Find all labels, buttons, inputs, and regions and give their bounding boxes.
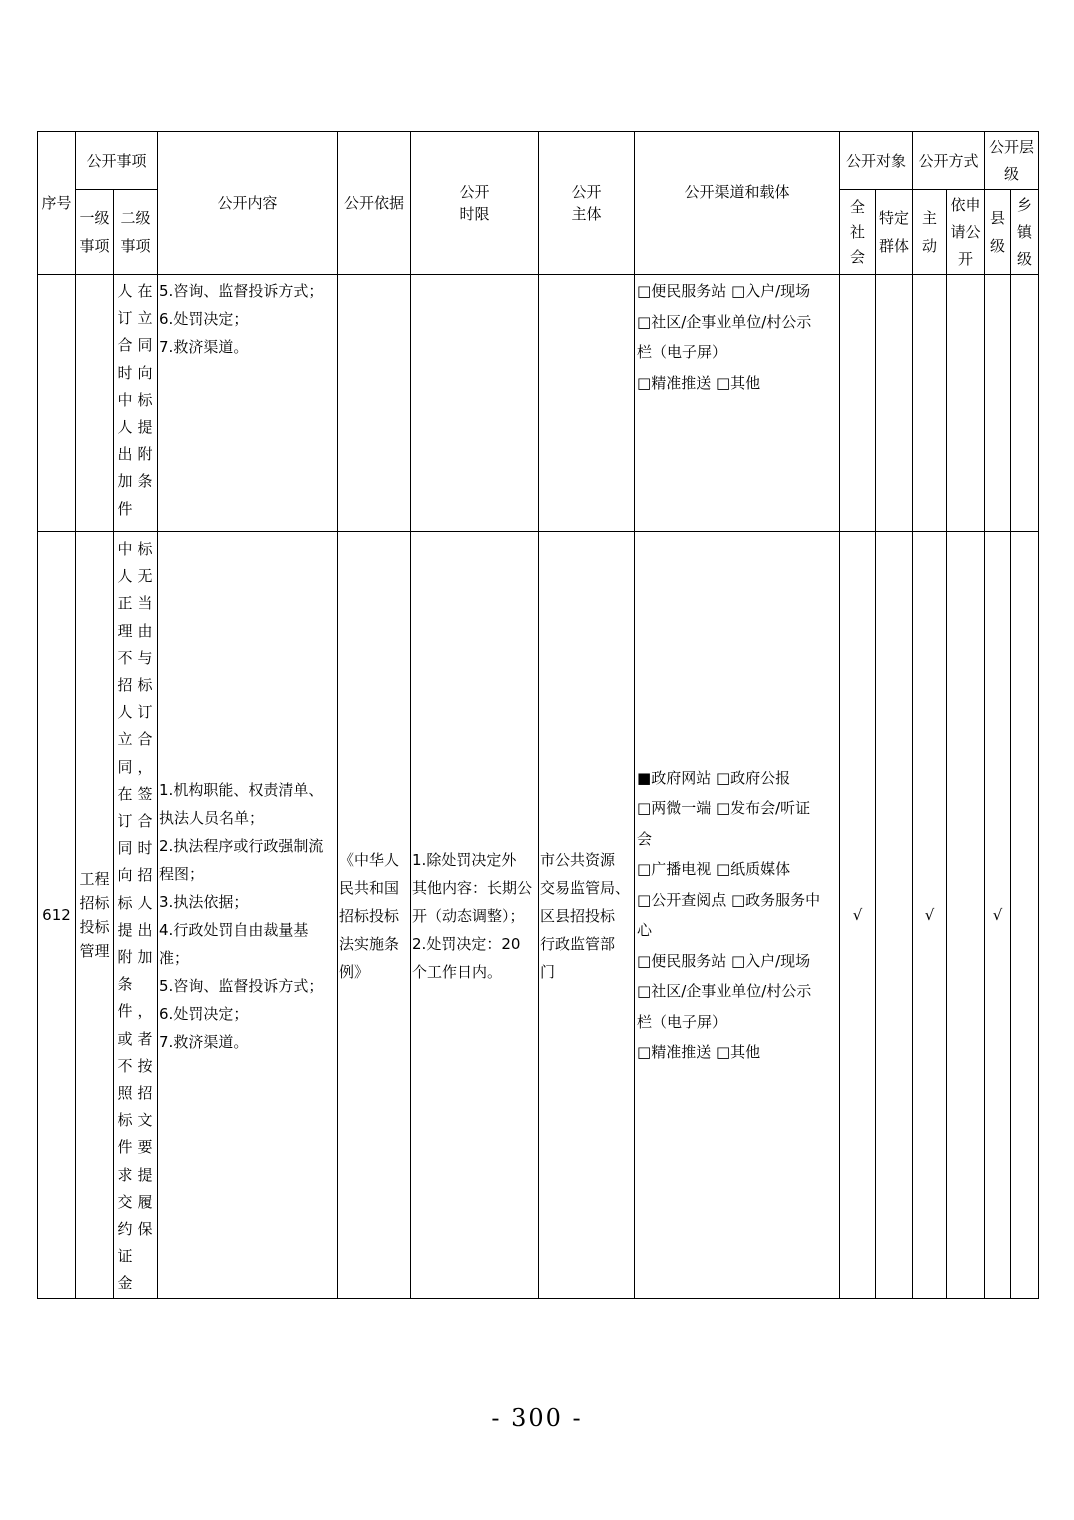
cell-level1: 工程 招标 投标 管理	[76, 532, 114, 1299]
cell-level-county: √	[985, 532, 1011, 1299]
cell-audience-all: √	[840, 532, 876, 1299]
header-level-group: 公开层 级	[985, 132, 1039, 190]
header-level-town: 乡 镇 级	[1011, 190, 1039, 275]
cell-level2	[114, 532, 158, 1299]
cell-audience-specific	[876, 532, 913, 1299]
cell-channels: □便民服务站 □入户/现场 □社区/企事业单位/村公示 栏（电子屏） □精准推送 □其他	[635, 275, 840, 532]
cell-basis: 《中华人 民共和国 招标投标 法实施条 例》	[338, 532, 411, 1299]
header-subject: 公开 主体	[539, 132, 635, 275]
cell-content: 1.机构职能、权责清单、 执法人员名单； 2.执法程序或行政强制流 程图； 3.执法依据； 4.行政处罚自由裁量基 准； 5.咨询、监督投诉方式； 6.处罚决定； 7.救济渠道。	[158, 532, 338, 1299]
header-level1: 一级 事项	[76, 190, 114, 275]
level2-col-b: 标 无 当 由 与 标 订 合 ， 签 合 时 招 人 出 加 ， 者 按 招 文 要 提 履 保	[137, 540, 153, 1239]
table-row	[38, 275, 1039, 532]
cell-level-town	[1011, 532, 1039, 1299]
cell-level-town	[1011, 275, 1039, 532]
cell-subject	[539, 275, 635, 532]
header-audience-group: 公开对象	[840, 132, 913, 190]
header-mode-request: 依申 请公 开	[947, 190, 985, 275]
header-audience-specific: 特定 群体	[876, 190, 913, 275]
cell-time-limit	[411, 275, 539, 532]
cell-level-county	[985, 275, 1011, 532]
level2-col-a: 中 人 正 理 不 招 人 立 同 在 订 同 向 标 提 附 条 件 或 不 照 标 件 求 交 约 证金	[117, 540, 133, 1293]
header-channels: 公开渠道和载体	[635, 132, 840, 275]
header-time-limit: 公开 时限	[411, 132, 539, 275]
level2-col-b: 在 立 同 向 标 提 附 条	[137, 282, 153, 491]
cell-mode-active	[913, 275, 947, 532]
cell-seq: 612	[38, 532, 76, 1299]
header-audience-all: 全 社 会	[840, 190, 876, 275]
header-seq: 序号	[38, 132, 76, 275]
level2-col-a: 人 订 合 时 中 人 出 加 件	[117, 282, 133, 518]
cell-level2	[114, 275, 158, 532]
header-mode-active: 主 动	[913, 190, 947, 275]
cell-channels: ■政府网站 □政府公报 □两微一端 □发布会/听证 会 □广播电视 □纸质媒体 □公开查阅点 □政务服务中 心 □便民服务站 □入户/现场 □社区/企事业单位/村公示 栏（电子屏） □精准推送 □其他	[635, 532, 840, 1299]
cell-mode-request	[947, 275, 985, 532]
header-content: 公开内容	[158, 132, 338, 275]
cell-basis	[338, 275, 411, 532]
page-number: - 300 -	[491, 1404, 583, 1432]
cell-audience-specific	[876, 275, 913, 532]
table-row	[38, 532, 1039, 1299]
cell-audience-all	[840, 275, 876, 532]
cell-mode-active: √	[913, 532, 947, 1299]
disclosure-table	[37, 131, 1039, 1299]
header-mode-group: 公开方式	[913, 132, 985, 190]
cell-content: 5.咨询、监督投诉方式； 6.处罚决定； 7.救济渠道。	[158, 275, 338, 532]
header-items-group: 公开事项	[76, 132, 158, 190]
cell-level1	[76, 275, 114, 532]
header-level2: 二级 事项	[114, 190, 158, 275]
cell-subject: 市公共资源 交易监管局、 区县招投标 行政监管部 门	[539, 532, 635, 1299]
cell-mode-request	[947, 532, 985, 1299]
cell-seq	[38, 275, 76, 532]
header-basis: 公开依据	[338, 132, 411, 275]
header-level-county: 县 级	[985, 190, 1011, 275]
cell-time-limit: 1.除处罚决定外 其他内容：长期公 开（动态调整）； 2.处罚决定：20 个工作日内。	[411, 532, 539, 1299]
